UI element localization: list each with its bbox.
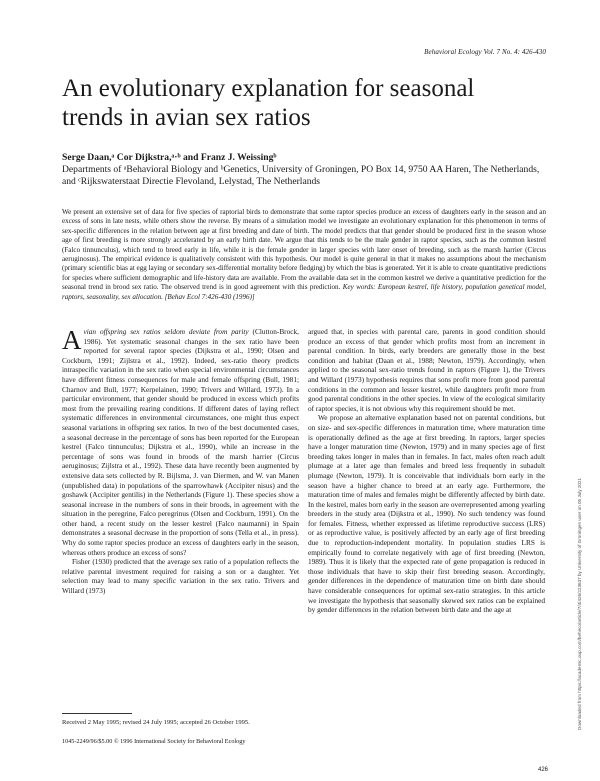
- body-paragraph: argued that, in species with parental care, parents in good condition should produce an excess of that gender which profits most from an increment in parental condition. In birds, early breeders are generally those in the best condition and habitat (Daan et al., 1988; Newton, 1979). Accordingly, when applied to the seasonal sex-ratio trends found in raptors (Figure 1), the Trivers and Willard (1973) hypothesis requires that sons profit more from good parental conditions in the common and lesser kestrel, while daughters profit more from good parental conditions in the other species. In view of the ecological similarity of raptor species, it is not obvious why this requirement should be met.: [308, 327, 545, 413]
- article-title: An evolutionary explanation for seasonal trends in avian sex ratios: [62, 75, 475, 131]
- abstract: [62, 208, 546, 302]
- body-paragraph: We propose an alternative explanation based not on parental conditions, but on size- and sex-specific differences in maturation time, where maturation time is operationally defined as the age at first breeding. In raptors, larger species have a longer maturation time (Newton, 1979) and in many species age of first breeding takes longer in males than in females. In fact, males often reach adult plumage at a later age than females and breed less frequently in subadult plumage (Newton, 1979). It is conceivable that individuals born early in the season have a higher chance to breed at an early age. Furthermore, the maturation time of males and females might be differently affected by birth date. In the kestrel, males born early in the season are overrepresented among yearling breeders in the study area (Dijkstra et al., 1990). No such tendency was found for females. Fitness, whether expressed as lifetime reproductive success (LRS) or as reproductive value, is positively affected by an early age of first breeding due to reproduction-independent mortality. In population studies LRS is empirically found to correlate negatively with age of first breeding (Newton, 1989). Thus it is likely that the expected rate of gene propagation is reduced in those individuals that have to skip their first breeding season. Accordingly, gender differences in the dependence of maturation time on birth date should have considerable consequences for optimal sex-ratio strategies. In this article we investigate the hypothesis that seasonally skewed sex ratios can be explained by gender differences in the relation between birth date and the age at: [308, 413, 545, 615]
- lead-in: vian offspring sex ratios seldom deviate from parity: [83, 327, 249, 336]
- body-left-column: [62, 327, 299, 596]
- copyright-line: 1045-2249/96/$5.00 © 1996 International Society for Behavioral Ecology: [62, 738, 246, 745]
- received-dates: Received 2 May 1995; revised 24 July 1995; accepted 26 October 1995.: [62, 719, 250, 726]
- intro-text: (Clutton-Brock, 1986). Yet systematic seasonal changes in the sex ratio have been reported for several raptor species (Dijkstra et al., 1990; Olsen and Cockburn, 1991; Zijlstra et al., 1992). Indeed, sex-ratio theory predicts intraspecific variation in the sex ratio when special environmental circumstances have different fitness consequences for male and female offspring (Bull, 1981; Charnov and Bull, 1977; Kerpelainen, 1990; Trivers and Willard, 1973). In a particular environment, that gender should be produced in excess which profits most from the prevailing rearing conditions. If different dates of laying reflect systematic differences in environmental circumstances, one might thus expect seasonal variations in offspring sex ratios. In two of the best documented cases, a seasonal decrease in the percentage of sons has been reported for the European kestrel (Falco tinnunculus; Dijkstra et al., 1990), while an increase in the percentage of sons was found in broods of the marsh harrier (Circus aeruginosus; Zijlstra et al., 1992). These data have recently been augmented by extensive data sets collected by R. Bijlsma, J. van Diermen, and W. van Manen (unpublished data) in populations of the sparrowhawk (Accipiter nisus) and the goshawk (Accipiter gentilis) in the Netherlands (Figure 1). These species show a seasonal increase in the numbers of sons in their broods, in agreement with the situation in the peregrine, Falco peregrinus (Olsen and Cockburn, 1991). On the other hand, a recent study on the lesser kestrel (Falco naumanni) in Spain demonstrates a seasonal decrease in the proportion of sons (Tella et al., in press). Why do some raptor species produce an excess of daughters early in the season, whereas others produce an excess of sons?: [62, 327, 299, 557]
- body-paragraph: Fisher (1930) predicted that the average sex ratio of a population reflects the relative parental investment required for raising a son or a daughter. Yet selection may lead to many specific variation in the sex ratio. Trivers and Willard (1973): [62, 557, 299, 596]
- footnote-rule: [62, 713, 132, 714]
- abstract-keywords: Key words: European kestrel, life history, population genetical model, raptors, seasonality, sex allocation. [Behav Ecol 7:426-430 (1996)]: [62, 283, 546, 301]
- journal-reference: Behavioral Ecology Vol. 7 No. 4: 426-430: [424, 48, 546, 56]
- abstract-text: We present an extensive set of data for five species of raptorial birds to demonstrate that some raptor species produce an excess of daughters early in the season and an excess of sons in late nests, while others show the reverse. By means of a simulation model we investigate an evolutionary explanation for this phenomenon in terms of sex-specific differences in the relation between age at first breeding and date of birth. The model predicts that that gender should be produced first in the season whose age of first breeding is more strongly accelerated by an early birth date. We argue that this tends to be the male gender in raptor species, such as the common kestrel (Falco tinnunculus), which tend to breed early in life, while it is the female gender in larger species with later onset of breeding, such as the marsh harrier (Circus aeruginosus). The empirical evidence is qualitatively consistent with this hypothesis. Our model is quite general in that it makes no assumptions about the mechanism (primary scientific bias at egg laying or secondary sex-differential mortality before fledging) by which the bias is generated. Yet it is able to create quantitative predictions for species where sufficient demographic and life-history data are available. From the available data set in the common kestrel we derive a quantitative prediction for the seasonal trend in brood sex ratio. The observed trend is in good agreement with this prediction.: [62, 208, 546, 292]
- page-number: 426: [537, 767, 548, 773]
- download-watermark: Downloaded from https://academic.oup.com/beheco/article/7/4/426/223637 by University of Groningen user on 05 July 2021: [577, 477, 582, 730]
- author-list: Serge Daan,ᵃ Cor Dijkstra,ᵃ·ᵇ and Franz J. Weissingᵇ: [62, 152, 277, 163]
- drop-cap: A: [62, 325, 82, 355]
- author-affiliations: Departments of ᵃBehavioral Biology and ᵇGenetics, University of Groningen, PO Box 14, 9750 AA Haren, The Netherlands, and ᶜRijkswaterstaat Directie Flevoland, Lelystad, The Netherlands: [62, 164, 540, 187]
- intro-paragraph: [62, 327, 299, 557]
- body-right-column: [308, 327, 545, 615]
